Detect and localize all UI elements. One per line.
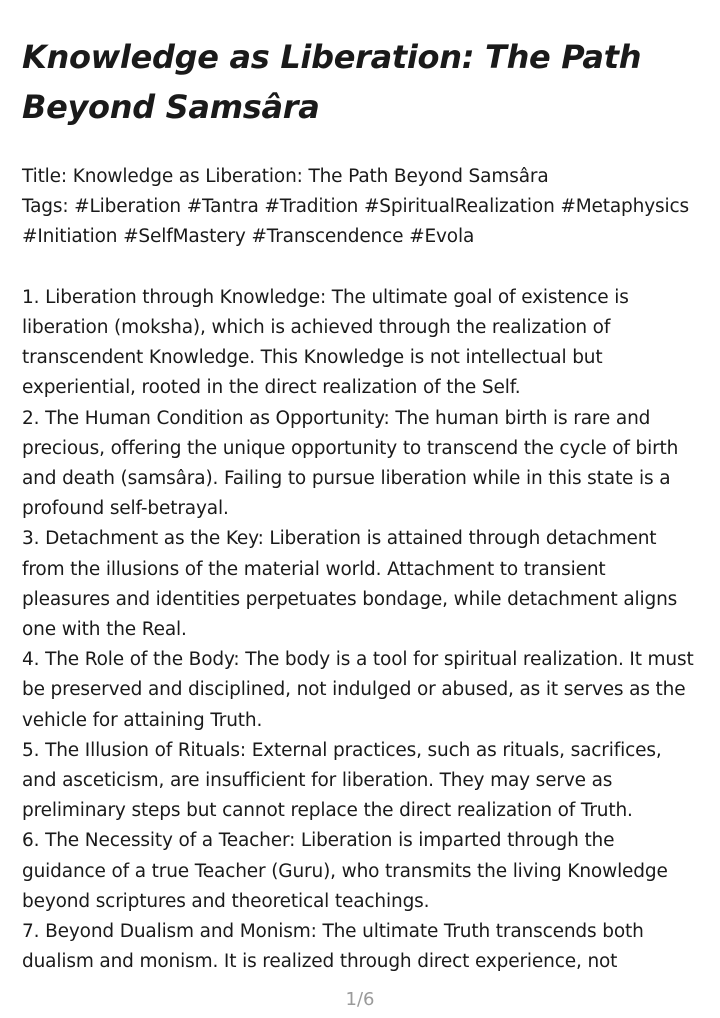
point-2: 2. The Human Condition as Opportunity: The human birth is rare and precious, offering the unique opportunity to transcend the cycle of birth and death (samsâra). Failing to pursue liberation while in this state is a profound self-betrayal. [22, 407, 679, 520]
point-1: 1. Liberation through Knowledge: The ultimate goal of existence is liberation (moksha), which is achieved through the realization of transcendent Knowledge. This Knowledge is not intellectual but experiential, rooted in the direct realization of the Self. [22, 286, 629, 399]
point-6: 6. The Necessity of a Teacher: Liberation is imparted through the guidance of a true Teacher (Guru), who transmits the living Knowledge beyond scriptures and theoretical teachings. [22, 830, 668, 912]
point-7: 7. Beyond Dualism and Monism: The ultimate Truth transcends both dualism and monism. It is realized through direct experience, not [22, 921, 644, 973]
point-3: 3. Detachment as the Key: Liberation is attained through detachment from the illusions of the material world. Attachment to transient pleasures and identities perpetuates bondage, while detachment aligns one with the Real. [22, 528, 678, 641]
page-indicator: 1/6 [345, 989, 375, 1010]
blank-line [22, 253, 698, 283]
document-heading: Knowledge as Liberation: The Path Beyond Samsâra [22, 38, 642, 126]
document-body [22, 162, 698, 977]
document-page [22, 32, 698, 977]
point-5: 5. The Illusion of Rituals: External practices, such as rituals, sacrifices, and asceticism, are insufficient for liberation. They may serve as preliminary steps but cannot replace the direct realization of Truth. [22, 739, 662, 822]
tags-line: Tags: #Liberation #Tantra #Tradition #SpiritualRealization #Metaphysics #Initiation #SelfMastery #Transcendence #Evola [22, 196, 690, 248]
title-line: Title: Knowledge as Liberation: The Path Beyond Samsâra [22, 166, 549, 187]
point-4: 4. The Role of the Body: The body is a tool for spiritual realization. It must be preserved and disciplined, not indulged or abused, as it serves as the vehicle for attaining Truth. [22, 649, 694, 731]
